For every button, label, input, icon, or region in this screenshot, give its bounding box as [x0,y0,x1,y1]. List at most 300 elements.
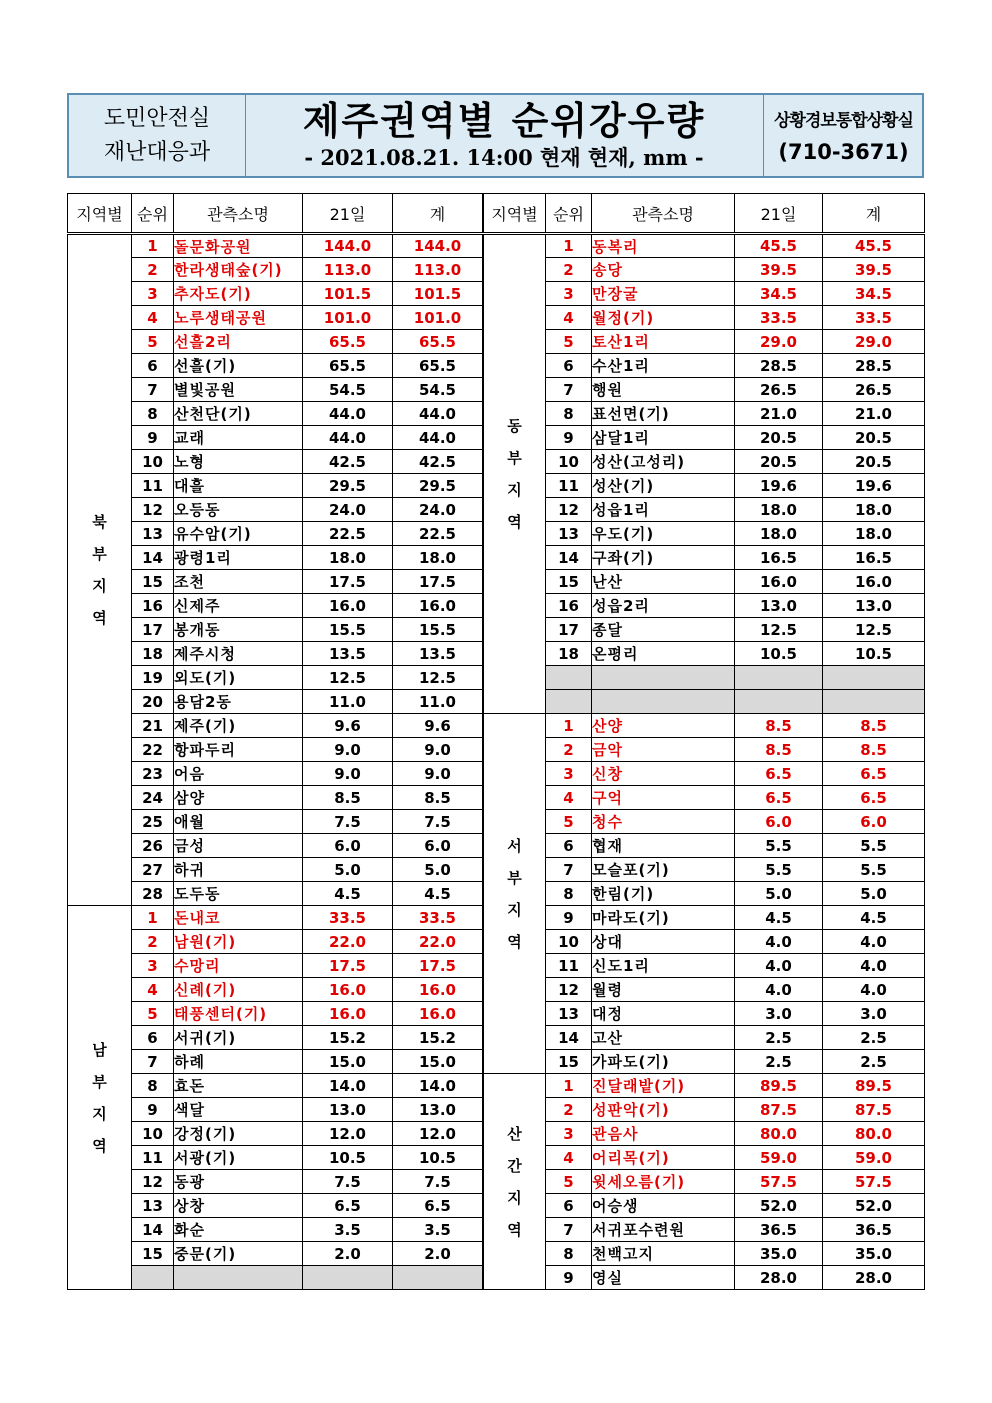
daily-rainfall: 26.5 [735,378,823,402]
col-rank: 순위 [546,194,592,234]
rank-cell: 1 [546,1074,592,1098]
station-name: 하귀 [174,858,303,882]
total-rainfall: 29.5 [393,474,483,498]
daily-rainfall: 9.6 [303,714,393,738]
rank-cell: 5 [132,330,174,354]
total-rainfall: 89.5 [823,1074,925,1098]
total-rainfall: 52.0 [823,1194,925,1218]
daily-rainfall: 65.5 [303,354,393,378]
total-rainfall: 8.5 [823,738,925,762]
daily-rainfall: 28.5 [735,354,823,378]
daily-rainfall: 35.0 [735,1242,823,1266]
station-name: 월정(기) [592,306,735,330]
daily-rainfall: 2.5 [735,1050,823,1074]
station-name: 애월 [174,810,303,834]
daily-rainfall: 18.0 [735,522,823,546]
rank-cell: 9 [546,1266,592,1290]
table-row [484,282,925,306]
rank-cell: 11 [546,474,592,498]
daily-rainfall: 44.0 [303,426,393,450]
table-row [484,954,925,978]
col-rank: 순위 [132,194,174,234]
daily-rainfall: 8.5 [735,738,823,762]
region-label: 남 부 지 역 [68,906,132,1290]
total-rainfall: 6.5 [823,786,925,810]
daily-rainfall: 5.5 [735,834,823,858]
total-rainfall: 2.5 [823,1026,925,1050]
daily-rainfall: 44.0 [303,402,393,426]
rank-cell: 11 [132,1146,174,1170]
station-name: 상대 [592,930,735,954]
daily-rainfall: 33.5 [735,306,823,330]
total-rainfall: 19.6 [823,474,925,498]
table-row [68,906,483,930]
total-rainfall: 10.5 [823,642,925,666]
rank-cell: 10 [546,930,592,954]
rank-cell: 4 [546,1146,592,1170]
table-row [484,1170,925,1194]
rank-cell: 3 [546,282,592,306]
daily-rainfall: 18.0 [735,498,823,522]
table-row [484,354,925,378]
table-row [484,1266,925,1290]
daily-rainfall: 6.0 [735,810,823,834]
table-row [484,762,925,786]
daily-rainfall: 65.5 [303,330,393,354]
rank-cell: 17 [546,618,592,642]
col-total: 계 [393,194,483,234]
total-rainfall: 5.5 [823,834,925,858]
station-name: 동복리 [592,234,735,258]
daily-rainfall: 80.0 [735,1122,823,1146]
station-name: 유수암(기) [174,522,303,546]
daily-rainfall: 16.5 [735,546,823,570]
daily-rainfall: 12.0 [303,1122,393,1146]
daily-rainfall: 9.0 [303,762,393,786]
station-name: 강정(기) [174,1122,303,1146]
station-name: 신창 [592,762,735,786]
table-row [484,234,925,258]
table-row [484,618,925,642]
station-name: 노루생태공원 [174,306,303,330]
station-name: 서귀포수련원 [592,1218,735,1242]
station-name: 관음사 [592,1122,735,1146]
station-name: 표선면(기) [592,402,735,426]
table-row [484,738,925,762]
total-rainfall: 13.0 [823,594,925,618]
rank-cell: 15 [546,570,592,594]
daily-rainfall: 16.0 [303,978,393,1002]
table-row [484,714,925,738]
daily-rainfall: 54.5 [303,378,393,402]
station-name: 월령 [592,978,735,1002]
station-name: 어음 [174,762,303,786]
station-name: 외도(기) [174,666,303,690]
total-rainfall: 6.0 [393,834,483,858]
station-name: 용담2동 [174,690,303,714]
total-rainfall: 5.0 [823,882,925,906]
total-rainfall: 4.5 [393,882,483,906]
daily-rainfall: 8.5 [735,714,823,738]
total-rainfall: 18.0 [823,498,925,522]
total-rainfall: 9.0 [393,762,483,786]
total-rainfall: 2.0 [393,1242,483,1266]
station-name: 교래 [174,426,303,450]
rank-cell: 13 [132,1194,174,1218]
total-rainfall: 33.5 [823,306,925,330]
daily-rainfall: 15.0 [303,1050,393,1074]
rank-cell: 15 [132,1242,174,1266]
daily-rainfall: 5.5 [735,858,823,882]
station-name: 한림(기) [592,882,735,906]
station-name: 성읍2리 [592,594,735,618]
rank-cell: 6 [546,1194,592,1218]
rank-cell: 2 [546,258,592,282]
station-name: 토산1리 [592,330,735,354]
table-row [484,666,925,690]
rank-cell: 4 [546,306,592,330]
total-rainfall: 28.0 [823,1266,925,1290]
station-name: 난산 [592,570,735,594]
table-row [484,1146,925,1170]
rank-cell: 16 [132,594,174,618]
rank-cell: 1 [132,234,174,258]
station-name: 산양 [592,714,735,738]
department-box [69,95,246,176]
daily-rainfall: 59.0 [735,1146,823,1170]
total-rainfall: 33.5 [393,906,483,930]
total-rainfall: 26.5 [823,378,925,402]
table-header-row [68,194,483,234]
table-row [484,1242,925,1266]
empty-cell [823,666,925,690]
table-row [484,858,925,882]
rank-cell: 1 [546,234,592,258]
station-name: 봉개동 [174,618,303,642]
daily-rainfall: 11.0 [303,690,393,714]
station-name: 도두동 [174,882,303,906]
total-rainfall: 29.0 [823,330,925,354]
total-rainfall: 57.5 [823,1170,925,1194]
region-label: 서 부 지 역 [484,714,546,1074]
table-row [484,498,925,522]
total-rainfall: 101.5 [393,282,483,306]
total-rainfall: 22.5 [393,522,483,546]
rank-cell: 7 [546,378,592,402]
daily-rainfall: 15.5 [303,618,393,642]
daily-rainfall: 22.0 [303,930,393,954]
daily-rainfall: 6.5 [303,1194,393,1218]
station-name: 효돈 [174,1074,303,1098]
station-name: 서광(기) [174,1146,303,1170]
rank-cell: 9 [546,906,592,930]
station-name: 대정 [592,1002,735,1026]
station-name: 돈내코 [174,906,303,930]
total-rainfall: 15.0 [393,1050,483,1074]
rank-cell: 4 [132,306,174,330]
empty-cell [393,1266,483,1290]
table-row [484,1002,925,1026]
daily-rainfall: 5.0 [735,882,823,906]
total-rainfall: 12.0 [393,1122,483,1146]
table-row [484,810,925,834]
daily-rainfall: 39.5 [735,258,823,282]
station-name: 종달 [592,618,735,642]
rank-cell: 17 [132,618,174,642]
total-rainfall: 35.0 [823,1242,925,1266]
station-name: 색달 [174,1098,303,1122]
rank-cell: 14 [546,1026,592,1050]
total-rainfall: 12.5 [823,618,925,642]
station-name: 구좌(기) [592,546,735,570]
empty-cell [735,666,823,690]
total-rainfall: 45.5 [823,234,925,258]
table-row [484,426,925,450]
total-rainfall: 9.0 [393,738,483,762]
station-name: 천백고지 [592,1242,735,1266]
total-rainfall: 9.6 [393,714,483,738]
total-rainfall: 65.5 [393,330,483,354]
station-name: 별빛공원 [174,378,303,402]
total-rainfall: 7.5 [393,1170,483,1194]
rank-cell: 24 [132,786,174,810]
empty-cell [132,1266,174,1290]
station-name: 조천 [174,570,303,594]
station-name: 온평리 [592,642,735,666]
daily-rainfall: 4.5 [303,882,393,906]
rank-cell: 5 [546,1170,592,1194]
rank-cell: 16 [546,594,592,618]
station-name: 모슬포(기) [592,858,735,882]
station-name: 오등동 [174,498,303,522]
rank-cell: 5 [132,1002,174,1026]
station-name: 돌문화공원 [174,234,303,258]
station-name: 어승생 [592,1194,735,1218]
station-name: 영실 [592,1266,735,1290]
rank-cell: 12 [132,1170,174,1194]
daily-rainfall: 101.0 [303,306,393,330]
daily-rainfall: 4.0 [735,930,823,954]
rank-cell: 11 [546,954,592,978]
rank-cell: 12 [132,498,174,522]
total-rainfall: 5.5 [823,858,925,882]
rank-cell: 14 [132,1218,174,1242]
total-rainfall: 22.0 [393,930,483,954]
total-rainfall: 7.5 [393,810,483,834]
station-name: 상창 [174,1194,303,1218]
total-rainfall: 4.0 [823,954,925,978]
daily-rainfall: 4.5 [735,906,823,930]
rank-cell: 2 [132,258,174,282]
table-row [484,546,925,570]
empty-cell [546,690,592,714]
total-rainfall: 18.0 [823,522,925,546]
station-name: 송당 [592,258,735,282]
daily-rainfall: 33.5 [303,906,393,930]
daily-rainfall: 87.5 [735,1098,823,1122]
daily-rainfall: 4.0 [735,978,823,1002]
rank-cell: 2 [132,930,174,954]
station-name: 삼달1리 [592,426,735,450]
daily-rainfall: 4.0 [735,954,823,978]
station-name: 청수 [592,810,735,834]
rank-cell: 4 [546,786,592,810]
rank-cell: 25 [132,810,174,834]
office-name: 상황경보통합상황실 [774,110,913,131]
rank-cell: 6 [132,354,174,378]
rank-cell: 15 [546,1050,592,1074]
rank-cell: 20 [132,690,174,714]
rank-cell: 18 [132,642,174,666]
daily-rainfall: 5.0 [303,858,393,882]
rank-cell: 10 [132,450,174,474]
total-rainfall: 10.5 [393,1146,483,1170]
rank-cell: 6 [546,834,592,858]
daily-rainfall: 36.5 [735,1218,823,1242]
daily-rainfall: 9.0 [303,738,393,762]
table-row [484,1026,925,1050]
daily-rainfall: 22.5 [303,522,393,546]
col-day: 21일 [303,194,393,234]
daily-rainfall: 2.0 [303,1242,393,1266]
daily-rainfall: 12.5 [303,666,393,690]
station-name: 하례 [174,1050,303,1074]
daily-rainfall: 29.5 [303,474,393,498]
station-name: 수산1리 [592,354,735,378]
table-row [484,978,925,1002]
daily-rainfall: 6.5 [735,786,823,810]
col-total: 계 [823,194,925,234]
daily-rainfall: 16.0 [303,594,393,618]
total-rainfall: 15.2 [393,1026,483,1050]
station-name: 진달래밭(기) [592,1074,735,1098]
table-row [484,570,925,594]
total-rainfall: 6.5 [393,1194,483,1218]
station-name: 수망리 [174,954,303,978]
total-rainfall: 144.0 [393,234,483,258]
station-name: 대흘 [174,474,303,498]
daily-rainfall: 19.6 [735,474,823,498]
rank-cell: 1 [132,906,174,930]
page-title: 제주권역별 순위강우량 [302,98,706,143]
total-rainfall: 8.5 [393,786,483,810]
station-name: 동광 [174,1170,303,1194]
rank-cell: 9 [132,426,174,450]
total-rainfall: 15.5 [393,618,483,642]
table-row [484,1194,925,1218]
empty-cell [735,690,823,714]
total-rainfall: 54.5 [393,378,483,402]
total-rainfall: 6.5 [823,762,925,786]
total-rainfall: 42.5 [393,450,483,474]
region-label: 동 부 지 역 [484,234,546,714]
daily-rainfall: 6.5 [735,762,823,786]
table-row [484,882,925,906]
table-row [484,642,925,666]
empty-cell [823,690,925,714]
report-header [67,93,924,178]
daily-rainfall: 10.5 [303,1146,393,1170]
daily-rainfall: 7.5 [303,810,393,834]
rank-cell: 10 [132,1122,174,1146]
table-row [484,594,925,618]
total-rainfall: 3.5 [393,1218,483,1242]
total-rainfall: 16.5 [823,546,925,570]
daily-rainfall: 29.0 [735,330,823,354]
station-name: 신례(기) [174,978,303,1002]
total-rainfall: 20.5 [823,426,925,450]
daily-rainfall: 144.0 [303,234,393,258]
dept-line-1: 도민안전실 [103,105,211,131]
office-box [763,95,923,176]
daily-rainfall: 42.5 [303,450,393,474]
total-rainfall: 12.5 [393,666,483,690]
total-rainfall: 14.0 [393,1074,483,1098]
total-rainfall: 18.0 [393,546,483,570]
rank-cell: 9 [132,1098,174,1122]
total-rainfall: 8.5 [823,714,925,738]
rank-cell: 8 [546,882,592,906]
table-row [484,786,925,810]
rank-cell: 12 [546,978,592,1002]
total-rainfall: 87.5 [823,1098,925,1122]
total-rainfall: 16.0 [393,1002,483,1026]
station-name: 선흘(기) [174,354,303,378]
table-row [484,690,925,714]
empty-cell [592,666,735,690]
rank-cell: 3 [546,762,592,786]
table-header-row [484,194,925,234]
rank-cell: 28 [132,882,174,906]
rank-cell: 11 [132,474,174,498]
table-row [484,522,925,546]
rank-cell: 3 [132,954,174,978]
station-name: 추자도(기) [174,282,303,306]
daily-rainfall: 7.5 [303,1170,393,1194]
rank-cell: 13 [546,522,592,546]
station-name: 성판악(기) [592,1098,735,1122]
rank-cell: 8 [546,1242,592,1266]
total-rainfall: 5.0 [393,858,483,882]
rank-cell: 3 [546,1122,592,1146]
daily-rainfall: 13.0 [735,594,823,618]
table-row [484,1098,925,1122]
rank-cell: 8 [546,402,592,426]
col-station: 관측소명 [174,194,303,234]
total-rainfall: 3.0 [823,1002,925,1026]
col-day: 21일 [735,194,823,234]
daily-rainfall: 20.5 [735,426,823,450]
table-row [484,474,925,498]
rank-cell: 8 [132,1074,174,1098]
table-row [484,930,925,954]
total-rainfall: 24.0 [393,498,483,522]
rank-cell: 13 [132,522,174,546]
station-name: 화순 [174,1218,303,1242]
daily-rainfall: 13.0 [303,1098,393,1122]
total-rainfall: 17.5 [393,570,483,594]
station-name: 마라도(기) [592,906,735,930]
table-row [68,234,483,258]
empty-cell [174,1266,303,1290]
daily-rainfall: 16.0 [303,1002,393,1026]
total-rainfall: 44.0 [393,426,483,450]
rank-cell: 2 [546,738,592,762]
table-row [484,378,925,402]
table-row [484,1074,925,1098]
table-row [484,402,925,426]
total-rainfall: 36.5 [823,1218,925,1242]
